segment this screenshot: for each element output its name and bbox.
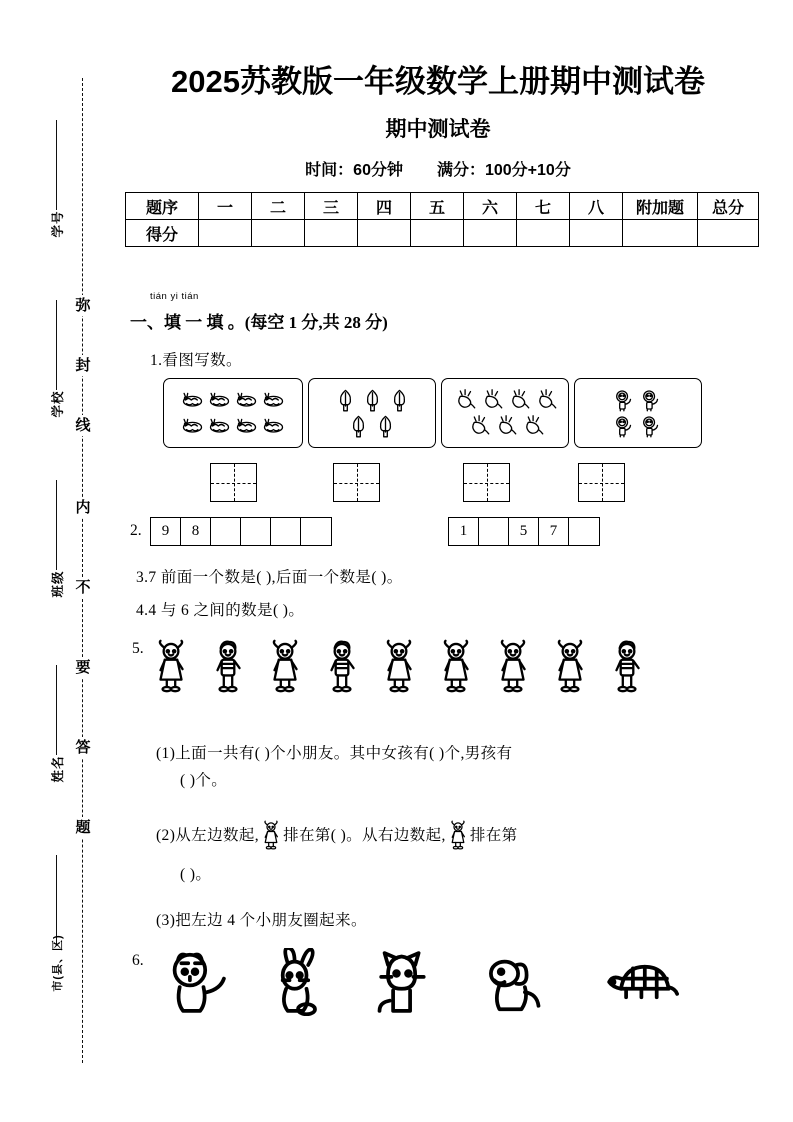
score-col-extra: 附加题 [623, 193, 698, 220]
sequence-right-cell-4[interactable]: 7 [539, 518, 569, 545]
score-cell-3[interactable] [305, 220, 358, 247]
question-3-text: 3.7 前面一个数是( ),后面一个数是( )。 [136, 569, 403, 586]
score-col-8: 八 [570, 193, 623, 220]
picture-box-trees [308, 378, 436, 448]
sequence-left-cell-3[interactable] [211, 518, 241, 545]
field-label-class: 班级 [51, 570, 65, 598]
caterpillar-icon [234, 388, 259, 412]
lion-group [575, 379, 701, 447]
time-label: 时间：60分钟 [305, 162, 403, 179]
sequence-left-cell-6[interactable] [301, 518, 331, 545]
lion-icon [612, 388, 637, 412]
radish-icon [493, 414, 518, 438]
page-subtitle: 期中测试卷 [385, 118, 491, 141]
girl-figure-icon [492, 638, 534, 694]
picture-box-caterpillars [163, 378, 303, 448]
score-cell-2[interactable] [252, 220, 305, 247]
boy-figure-icon [606, 638, 648, 694]
tree-icon [360, 388, 385, 412]
caterpillar-icon [207, 414, 232, 438]
field-label-student-id: 学号 [51, 210, 65, 238]
girl-figure-icon [446, 820, 470, 850]
answer-box-lions[interactable] [578, 463, 625, 502]
question-4-text: 4.4 与 6 之间的数是( )。 [136, 602, 305, 619]
field-label-name: 姓名 [51, 755, 65, 783]
radish-icon [506, 388, 531, 412]
score-col-5: 五 [411, 193, 464, 220]
score-table-rowhead-score: 得分 [126, 220, 199, 247]
turtle-icon [588, 948, 688, 1016]
caterpillar-icon [234, 414, 259, 438]
score-cell-extra[interactable] [623, 220, 698, 247]
cat-icon [368, 948, 442, 1016]
score-cell-5[interactable] [411, 220, 464, 247]
tree-group [309, 379, 435, 447]
radish-icon [466, 414, 491, 438]
picture-box-radishes [441, 378, 569, 448]
seal-char-4: 不 [72, 577, 94, 598]
question-1-text: 1.看图写数。 [150, 352, 242, 369]
question-5-sub3: (3)把左边 4 个小朋友圈起来。 [156, 912, 367, 929]
full-score-label: 满分：100分+10分 [436, 162, 571, 179]
caterpillar-group [164, 379, 302, 447]
caterpillar-icon [180, 414, 205, 438]
girl-figure-icon [264, 638, 306, 694]
score-table-value-row [126, 220, 759, 247]
tree-icon [387, 388, 412, 412]
seal-char-5: 要 [72, 657, 94, 678]
score-col-3: 三 [305, 193, 358, 220]
score-col-2: 二 [252, 193, 305, 220]
sequence-right-cell-3[interactable]: 5 [509, 518, 539, 545]
radish-icon [533, 388, 558, 412]
score-table-rowhead-items: 题序 [126, 193, 199, 220]
rabbit-icon [263, 948, 333, 1016]
score-cell-7[interactable] [517, 220, 570, 247]
caterpillar-icon [261, 388, 286, 412]
girl-figure-icon [259, 820, 283, 850]
girl-figure-icon [150, 638, 192, 694]
sealing-margin [0, 0, 118, 1122]
answer-box-trees[interactable] [333, 463, 380, 502]
lion-icon [639, 414, 664, 438]
answer-box-radishes[interactable] [463, 463, 510, 502]
exam-sheet [118, 0, 793, 1122]
lion-icon [639, 388, 664, 412]
question-5-number: 5. [132, 640, 144, 657]
sequence-left-cell-2[interactable]: 8 [181, 518, 211, 545]
lion-icon [612, 414, 637, 438]
score-table-header-row [126, 193, 759, 220]
answer-box-caterpillars[interactable] [210, 463, 257, 502]
number-sequence-right[interactable] [448, 517, 600, 546]
caterpillar-icon [180, 388, 205, 412]
question-5-sub2-part-c: 排在第 [469, 827, 518, 844]
sequence-left-cell-5[interactable] [271, 518, 301, 545]
seal-char-2: 线 [72, 415, 94, 436]
score-col-6: 六 [464, 193, 517, 220]
tree-icon [373, 414, 398, 438]
girl-figure-icon [549, 638, 591, 694]
boy-figure-icon [321, 638, 363, 694]
picture-box-lions [574, 378, 702, 448]
sequence-left-cell-4[interactable] [241, 518, 271, 545]
tree-icon [346, 414, 371, 438]
caterpillar-icon [261, 414, 286, 438]
number-sequence-left[interactable] [150, 517, 332, 546]
score-col-7: 七 [517, 193, 570, 220]
section1-heading: 一、填 一 填 。(每空 1 分,共 28 分) [130, 313, 388, 332]
question-5-sub1-line1: (1)上面一共有( )个小朋友。其中女孩有( )个,男孩有 [156, 745, 513, 762]
question-5-sub2-part-b: 排在第( )。从右边数起, [283, 827, 446, 844]
seal-char-0: 弥 [72, 295, 94, 316]
sequence-right-cell-1[interactable]: 1 [449, 518, 479, 545]
radish-icon [520, 414, 545, 438]
seal-char-3: 内 [72, 497, 94, 518]
exam-meta [118, 157, 758, 180]
question-2-number: 2. [130, 522, 142, 539]
score-table [125, 192, 759, 247]
score-col-total: 总分 [698, 193, 759, 220]
sequence-left-cell-1[interactable]: 9 [151, 518, 181, 545]
sealing-dashed-line [82, 78, 83, 1063]
tree-icon [333, 388, 358, 412]
seal-char-7: 题 [72, 817, 94, 838]
field-label-school: 学校 [51, 390, 65, 418]
question-5-sub2-line2: ( )。 [180, 866, 212, 883]
girl-figure-icon [378, 638, 420, 694]
radish-group [442, 379, 568, 447]
score-cell-4[interactable] [358, 220, 411, 247]
section1-pinyin: tián yi tián [150, 291, 199, 302]
seal-char-1: 封 [72, 355, 94, 376]
score-cell-6[interactable] [464, 220, 517, 247]
sequence-right-cell-5[interactable] [569, 518, 599, 545]
radish-icon [452, 388, 477, 412]
question-6-number: 6. [132, 952, 144, 969]
boy-figure-icon [207, 638, 249, 694]
question-5-sub2-part-a: (2)从左边数起, [156, 827, 260, 844]
page-title: 2025苏教版一年级数学上册期中测试卷 [171, 64, 705, 99]
score-cell-8[interactable] [570, 220, 623, 247]
tiger-icon [156, 948, 234, 1016]
dog-icon [473, 948, 553, 1016]
radish-icon [479, 388, 504, 412]
score-cell-1[interactable] [199, 220, 252, 247]
score-col-1: 一 [199, 193, 252, 220]
seal-char-6: 答 [72, 737, 94, 758]
score-col-4: 四 [358, 193, 411, 220]
girl-figure-icon [435, 638, 477, 694]
question-5-sub2-line1 [156, 820, 518, 850]
question-5-sub1-line2: ( )个。 [180, 772, 228, 789]
sequence-right-cell-2[interactable] [479, 518, 509, 545]
field-label-city-district: 市(县、区) [52, 934, 64, 992]
caterpillar-icon [207, 388, 232, 412]
score-cell-total[interactable] [698, 220, 759, 247]
